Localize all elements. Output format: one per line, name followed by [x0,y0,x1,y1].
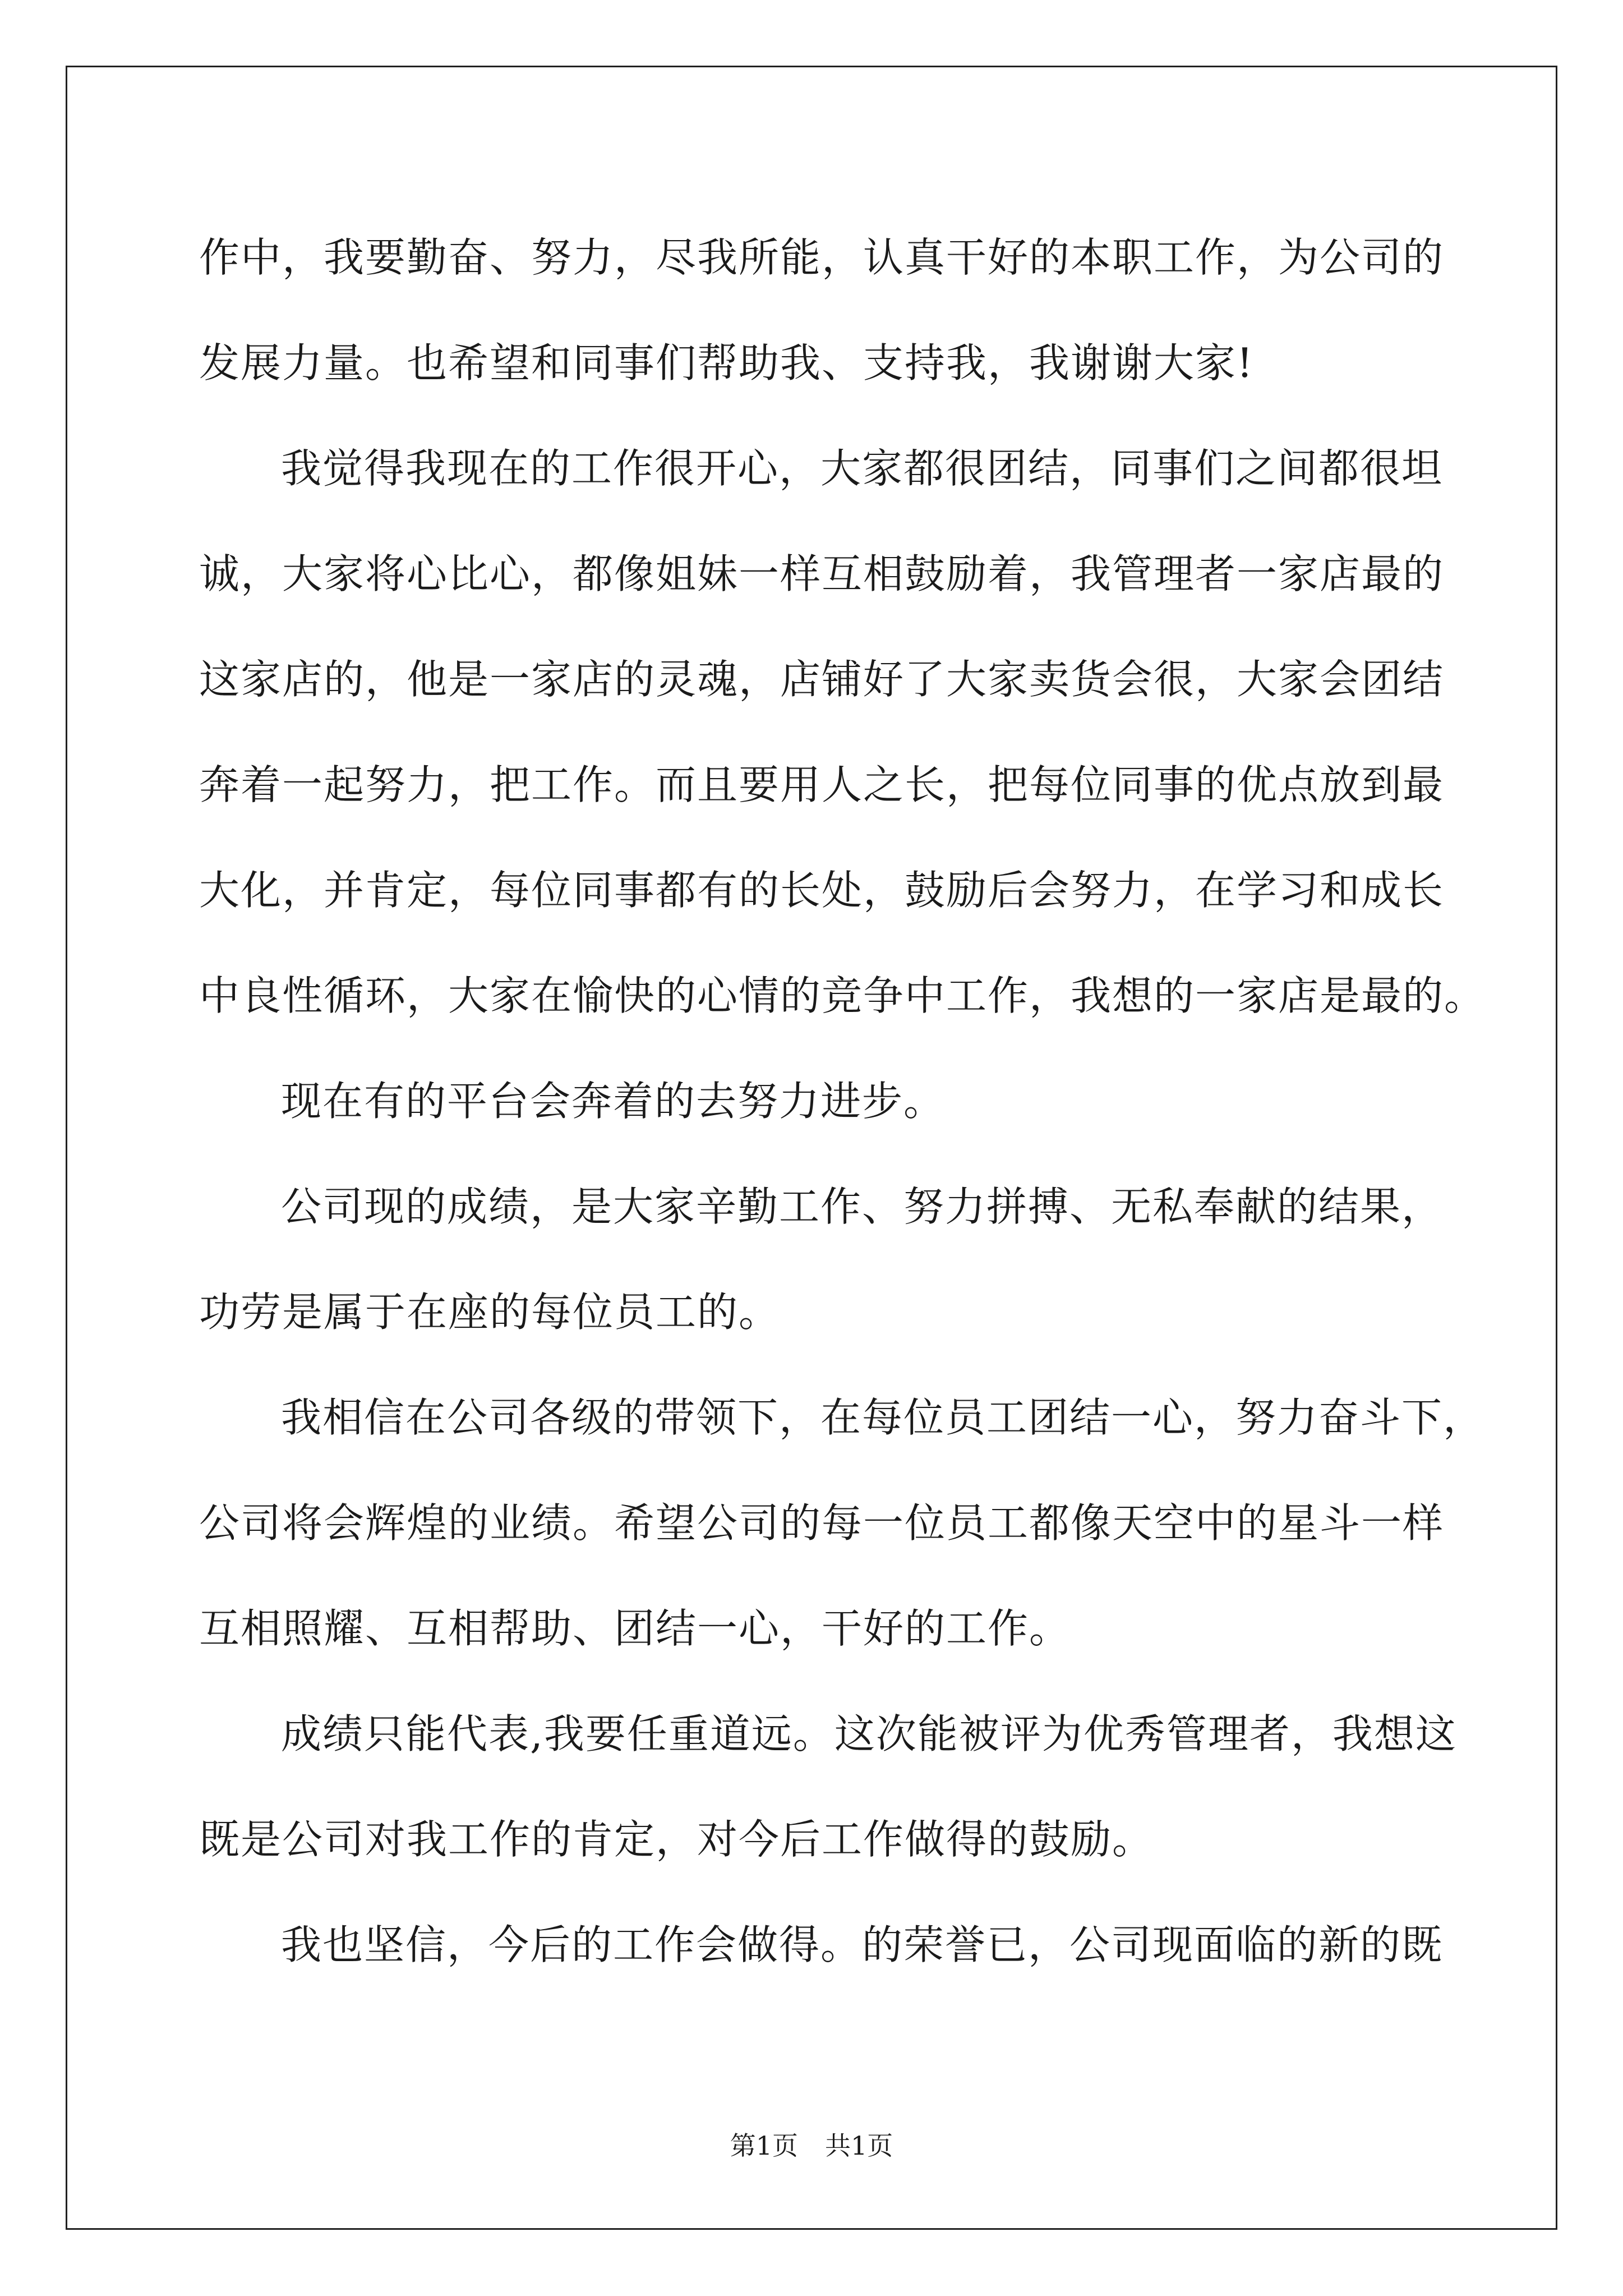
text-line-3: 我觉得我现在的工作很开心，大家都很团结，同事们之间都很坦 [281,445,1444,492]
text-line-9: 现在有的平台会奔着的去努力进步。 [281,1078,946,1125]
text-line-14: 互相照耀、互相帮助、团结一心，干好的工作。 [199,1605,1071,1652]
text-line-6: 奔着一起努力，把工作。而且要用人之长，把每位同事的优点放到最 [199,761,1445,808]
text-line-2: 发展力量。也希望和同事们帮助我、支持我，我谢谢大家! [199,339,1254,386]
text-line-15: 成绩只能代表,我要任重道远。这次能被评为优秀管理者，我想这 [281,1710,1457,1757]
text-line-4: 诚，大家将心比心，都像姐妹一样互相鼓励着，我管理者一家店最的 [199,550,1445,597]
page-footer [0,2129,1623,2162]
text-line-10: 公司现的成绩，是大家辛勤工作、努力拼搏、无私奉献的结果， [281,1183,1444,1230]
text-line-5: 这家店的，他是一家店的灵魂，店铺好了大家卖货会很，大家会团结 [199,656,1445,703]
document-body [199,205,1486,1998]
text-line-1: 作中，我要勤奋、努力，尽我所能，认真干好的本职工作，为公司的 [199,234,1445,281]
page-count: 共1页 [825,2131,893,2161]
text-line-8: 中良性循环，大家在愉快的心情的竞争中工作，我想的一家店是最的。 [199,972,1486,1019]
page-number: 第1页 [730,2131,798,2161]
text-line-13: 公司将会辉煌的业绩。希望公司的每一位员工都像天空中的星斗一样 [199,1499,1445,1547]
text-line-16: 既是公司对我工作的肯定，对今后工作做得的鼓励。 [199,1816,1154,1863]
text-line-7: 大化，并肯定，每位同事都有的长处，鼓励后会努力，在学习和成长 [199,867,1445,914]
text-line-17: 我也坚信，今后的工作会做得。的荣誉已，公司现面临的新的既 [281,1921,1444,1968]
text-line-11: 功劳是属于在座的每位员工的。 [199,1289,781,1336]
text-line-12: 我相信在公司各级的带领下，在每位员工团结一心，努力奋斗下， [281,1394,1485,1441]
